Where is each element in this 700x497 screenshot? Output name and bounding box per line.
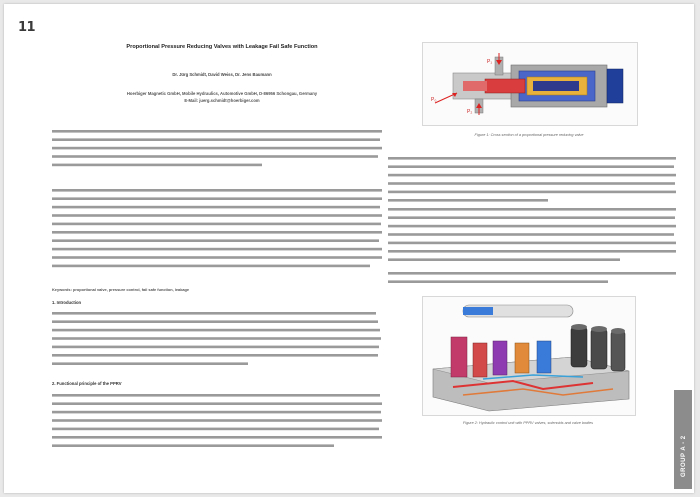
figure-2-caption: Figure 2: Hydraulic control unit with PPRV valves, solenoids and valve bodies: [462, 421, 594, 425]
text-lines-introduction: [52, 310, 382, 372]
text-lines-right-2: [388, 206, 676, 268]
section-side-tab-label: GROUP A - 2: [681, 435, 687, 477]
affiliation-line-2: E-Mail: juerg.schmidt@hoerbiger.com: [184, 98, 260, 103]
principle-paragraph: [52, 392, 382, 452]
label-p0: P₀: [431, 97, 437, 103]
text-lines-right-1: [388, 155, 676, 203]
label-p1: P₁: [487, 59, 493, 65]
heading-introduction: 1. Introduction: [52, 300, 82, 305]
text-lines-abstract-1: [52, 128, 382, 168]
text-lines-right-3: [388, 270, 676, 292]
right-paragraph-2: [388, 206, 676, 268]
keywords: Keywords: proportional valve, pressure control, fail safe function, leakage: [52, 287, 190, 292]
abstract-paragraph-2: [52, 187, 382, 277]
hydraulic-unit-illustration: [423, 297, 635, 415]
right-paragraph-3: [388, 270, 676, 292]
page-number: 11: [18, 20, 36, 35]
text-lines-abstract-2: [52, 187, 382, 277]
right-paragraph-1: [388, 155, 676, 203]
introduction-paragraph: [52, 310, 382, 372]
article-authors: Dr. Jürg Schmidt, David Weiss, Dr. Jens Baumann: [172, 72, 272, 77]
figure-1-valve-cross-section: [422, 42, 638, 126]
affiliation-line-1: Hoerbiger Magnetic GmbH, Mobile Hydraulics, Automotive GmbH, D-86956 Schongau, Germany: [126, 91, 318, 96]
heading-principle: 2. Functional principle of the PPRV: [52, 381, 122, 386]
article-title: Proportional Pressure Reducing Valves with Leakage Fail Safe Function: [126, 44, 318, 50]
valve-cross-section-illustration: [423, 43, 637, 125]
abstract-paragraph-1: [52, 128, 382, 168]
text-lines-principle: [52, 392, 382, 452]
figure-2-hydraulic-control-unit: [422, 296, 636, 416]
figure-1-caption: Figure 1: Cross section of a proportional pressure reducing valve: [474, 133, 584, 137]
label-p2: P₂: [467, 109, 473, 115]
document-page: [4, 4, 694, 493]
article-affiliation: [66, 90, 378, 104]
